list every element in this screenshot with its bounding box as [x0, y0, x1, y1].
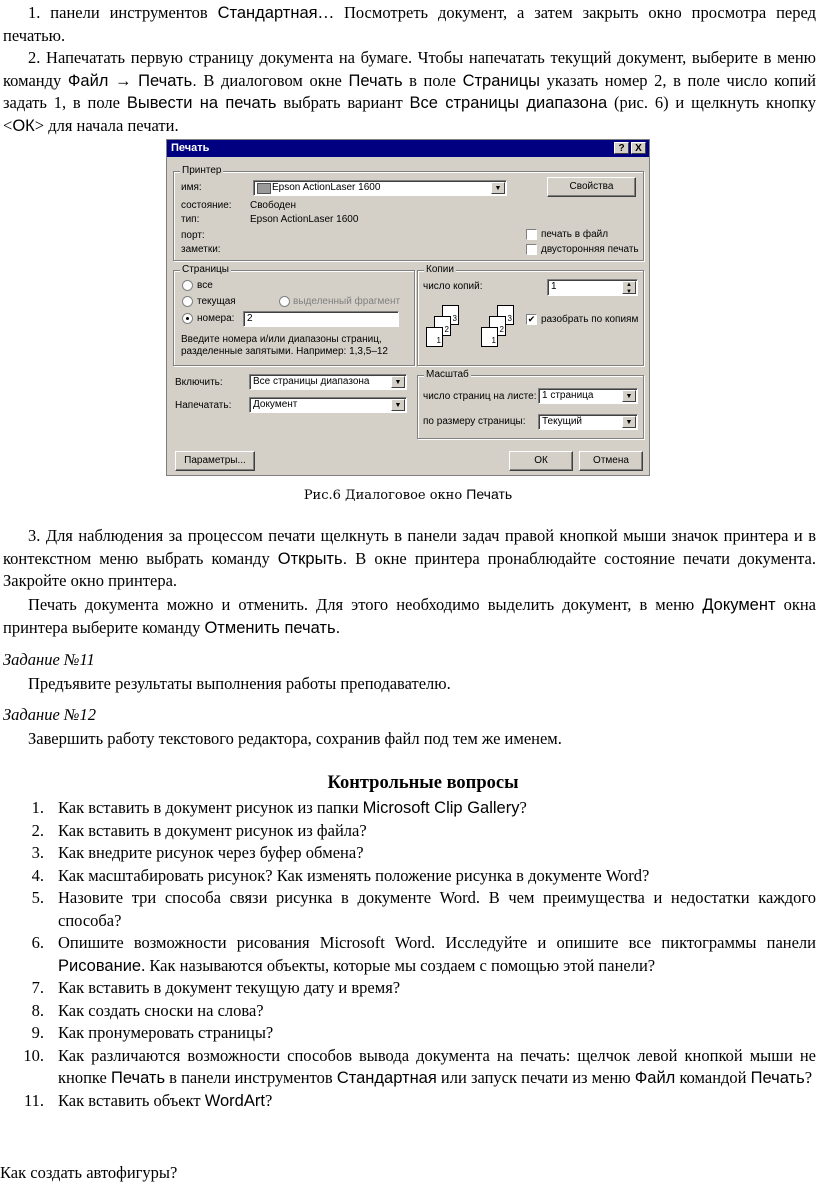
pages-hint-line-1: Введите номера и/или диапазоны страниц,	[181, 334, 382, 345]
control-questions-heading: Контрольные вопросы	[327, 773, 519, 793]
figure-caption: Рис.6 Диалоговое окно Печать	[303, 486, 513, 503]
ok-button[interactable]: ОК	[509, 451, 573, 471]
include-label: Включить:	[175, 377, 223, 388]
list-item: 6. Опишите возможности рисования Microsoft Word. Исследуйте и опишите все пиктограммы панели Рисование. Как называются объекты, которые мы создаем с помощью этой панели?	[31, 933, 816, 975]
copies-group-label: Копии	[426, 264, 454, 275]
selection-radio[interactable]	[279, 296, 290, 307]
cancel-button[interactable]: Отмена	[579, 451, 643, 471]
task-12-title: Задание №12	[3, 705, 96, 724]
properties-button[interactable]: Свойства	[547, 177, 636, 197]
print-to-file-checkbox[interactable]	[526, 229, 537, 240]
pages-group-label: Страницы	[182, 264, 229, 275]
list-item: 5. Назовите три способа связи рисунка в документе Word. В чем преимущества и недостатки каждого способа?	[31, 888, 816, 930]
notes-label: заметки:	[181, 244, 221, 255]
dialog-title: Печать	[171, 142, 210, 154]
list-item: 8. Как создать сноски на слова?	[31, 1000, 264, 1020]
task-11-text: Предъявите результаты выполнения работы преподавателю.	[28, 674, 451, 693]
list-item: 2. Как вставить в документ рисунок из файла?	[31, 820, 367, 840]
selection-label: выделенный фрагмент	[293, 296, 401, 307]
duplex-checkbox[interactable]	[526, 244, 537, 255]
task-12-text: Завершить работу текстового редактора, сохранив файл под тем же именем.	[28, 729, 562, 748]
current-page-radio[interactable]	[182, 296, 193, 307]
all-pages-radio[interactable]	[182, 280, 193, 291]
type-value: Epson ActionLaser 1600	[250, 214, 359, 225]
pages-per-sheet-select[interactable]: 1 страница ▼	[538, 388, 638, 404]
chevron-down-icon[interactable]: ▼	[622, 390, 636, 402]
port-label: порт:	[181, 230, 205, 241]
paragraph-1: 1. панели инструментов Стандартная… Посмотреть документ, а затем закрыть окно просмотра перед печатью.	[3, 3, 816, 45]
collate-label: разобрать по копиям	[541, 314, 639, 325]
paragraph-3: 3. Для наблюдения за процессом печати щелкнуть в панели задач правой кнопкой мыши значок принтера и в контекстном меню выбрать команду Открыть. В окне принтера пронаблюдайте состояние печати документа. Закройте окно принтера.	[3, 526, 816, 590]
chevron-down-icon[interactable]: ▼	[622, 416, 636, 428]
chevron-down-icon[interactable]: ▼	[491, 182, 505, 194]
copies-label: число копий:	[423, 281, 483, 292]
options-button[interactable]: Параметры...	[175, 451, 255, 471]
page-numbers-label: номера:	[197, 313, 235, 324]
help-button[interactable]: ?	[614, 142, 629, 154]
fit-to-page-select[interactable]: Текущий ▼	[538, 414, 638, 430]
list-item: 1. Как вставить в документ рисунок из папки Microsoft Clip Gallery?	[31, 798, 527, 817]
task-11-title: Задание №11	[3, 650, 95, 669]
last-question: Как создать автофигуры?	[0, 1163, 178, 1182]
duplex-label: двусторонняя печать	[541, 244, 639, 255]
spinner-arrows-icon[interactable]: ▲ ▼	[622, 281, 636, 294]
paragraph-2: 2. Напечатать первую страницу документа на бумаге. Чтобы напечатать текущий документ, выберите в меню команду Файл → Печать. В диалоговом окне Печать в поле Страницы указать номер 2, в поле число копий задать 1, в поле Вывести на печать выбрать вариант Все страницы диапазона (рис. 6) и щелкнуть кнопку <ОК> для начала печати.	[3, 48, 816, 135]
all-pages-label: все	[197, 280, 213, 291]
print-what-label: Напечатать:	[175, 400, 232, 411]
page-numbers-radio[interactable]	[182, 313, 193, 324]
questions-list	[0, 797, 816, 1112]
list-item: 11. Как вставить объект WordArt?	[23, 1090, 273, 1110]
status-label: состояние:	[181, 200, 232, 211]
type-label: тип:	[181, 214, 200, 225]
chevron-down-icon[interactable]: ▼	[391, 399, 405, 411]
status-value: Свободен	[250, 200, 296, 211]
paragraph-4: Печать документа можно и отменить. Для этого необходимо выделить документ, в меню Документ окна принтера выберите команду Отменить печать.	[3, 595, 816, 637]
print-what-select[interactable]: Документ ▼	[249, 397, 407, 413]
printer-icon	[257, 183, 271, 194]
list-item: 3. Как внедрите рисунок через буфер обмена?	[31, 843, 364, 862]
list-item: 7. Как вставить в документ текущую дату и время?	[31, 978, 401, 997]
pages-hint-line-2: разделенные запятыми. Например: 1,3,5–12	[181, 346, 388, 357]
printer-group-label: Принтер	[182, 165, 222, 176]
print-dialog: Печать ? X Принтер имя: Epson ActionLaser 1600 ▼ Свойства состояние: Свободен тип: Epson ActionLaser 1600 порт: заметки: печать в файл двусторонняя печать Страницы все текущая выделенный фрагмент номера: 2 Введите номера и/или диапазоны страниц, разделенные запятыми. Например: 1,3,5–12 Копии число копий: 1 ▲ ▼ 3 2 1 3 2 1 ✔ разобрать по копиям Включить: Все страницы диапазона ▼ Напечатать: Документ ▼ Масштаб число страниц на листе: 1 страница ▼ по размеру страницы: Текущий ▼ Параметры... ОК Отмена	[166, 139, 650, 476]
dialog-title-bar	[167, 140, 649, 157]
close-button[interactable]: X	[631, 142, 646, 154]
list-item: 4. Как масштабировать рисунок? Как изменять положение рисунка в документе Word?	[31, 865, 650, 885]
scale-group-label: Масштаб	[426, 369, 469, 380]
chevron-down-icon[interactable]: ▼	[391, 376, 405, 388]
collate-checkbox[interactable]: ✔	[527, 314, 536, 324]
printer-name-select[interactable]: Epson ActionLaser 1600 ▼	[253, 180, 507, 196]
current-page-label: текущая	[197, 296, 236, 307]
pages-per-sheet-label: число страниц на листе:	[423, 391, 537, 402]
fit-to-page-label: по размеру страницы:	[423, 416, 526, 427]
list-item: 10. Как различаются возможности способов вывода документа на печать: щелчок левой кнопкой мыши не кнопке Печать в панели инструментов Стандартная или запуск печати из меню Файл командой Печать?	[23, 1045, 816, 1087]
print-to-file-label: печать в файл	[541, 229, 609, 240]
include-select[interactable]: Все страницы диапазона ▼	[249, 374, 407, 390]
page-numbers-input[interactable]: 2	[243, 311, 399, 327]
copies-spinner[interactable]: 1 ▲ ▼	[547, 279, 638, 296]
list-item: 9. Как пронумеровать страницы?	[31, 1023, 274, 1042]
printer-name-label: имя:	[181, 182, 202, 193]
